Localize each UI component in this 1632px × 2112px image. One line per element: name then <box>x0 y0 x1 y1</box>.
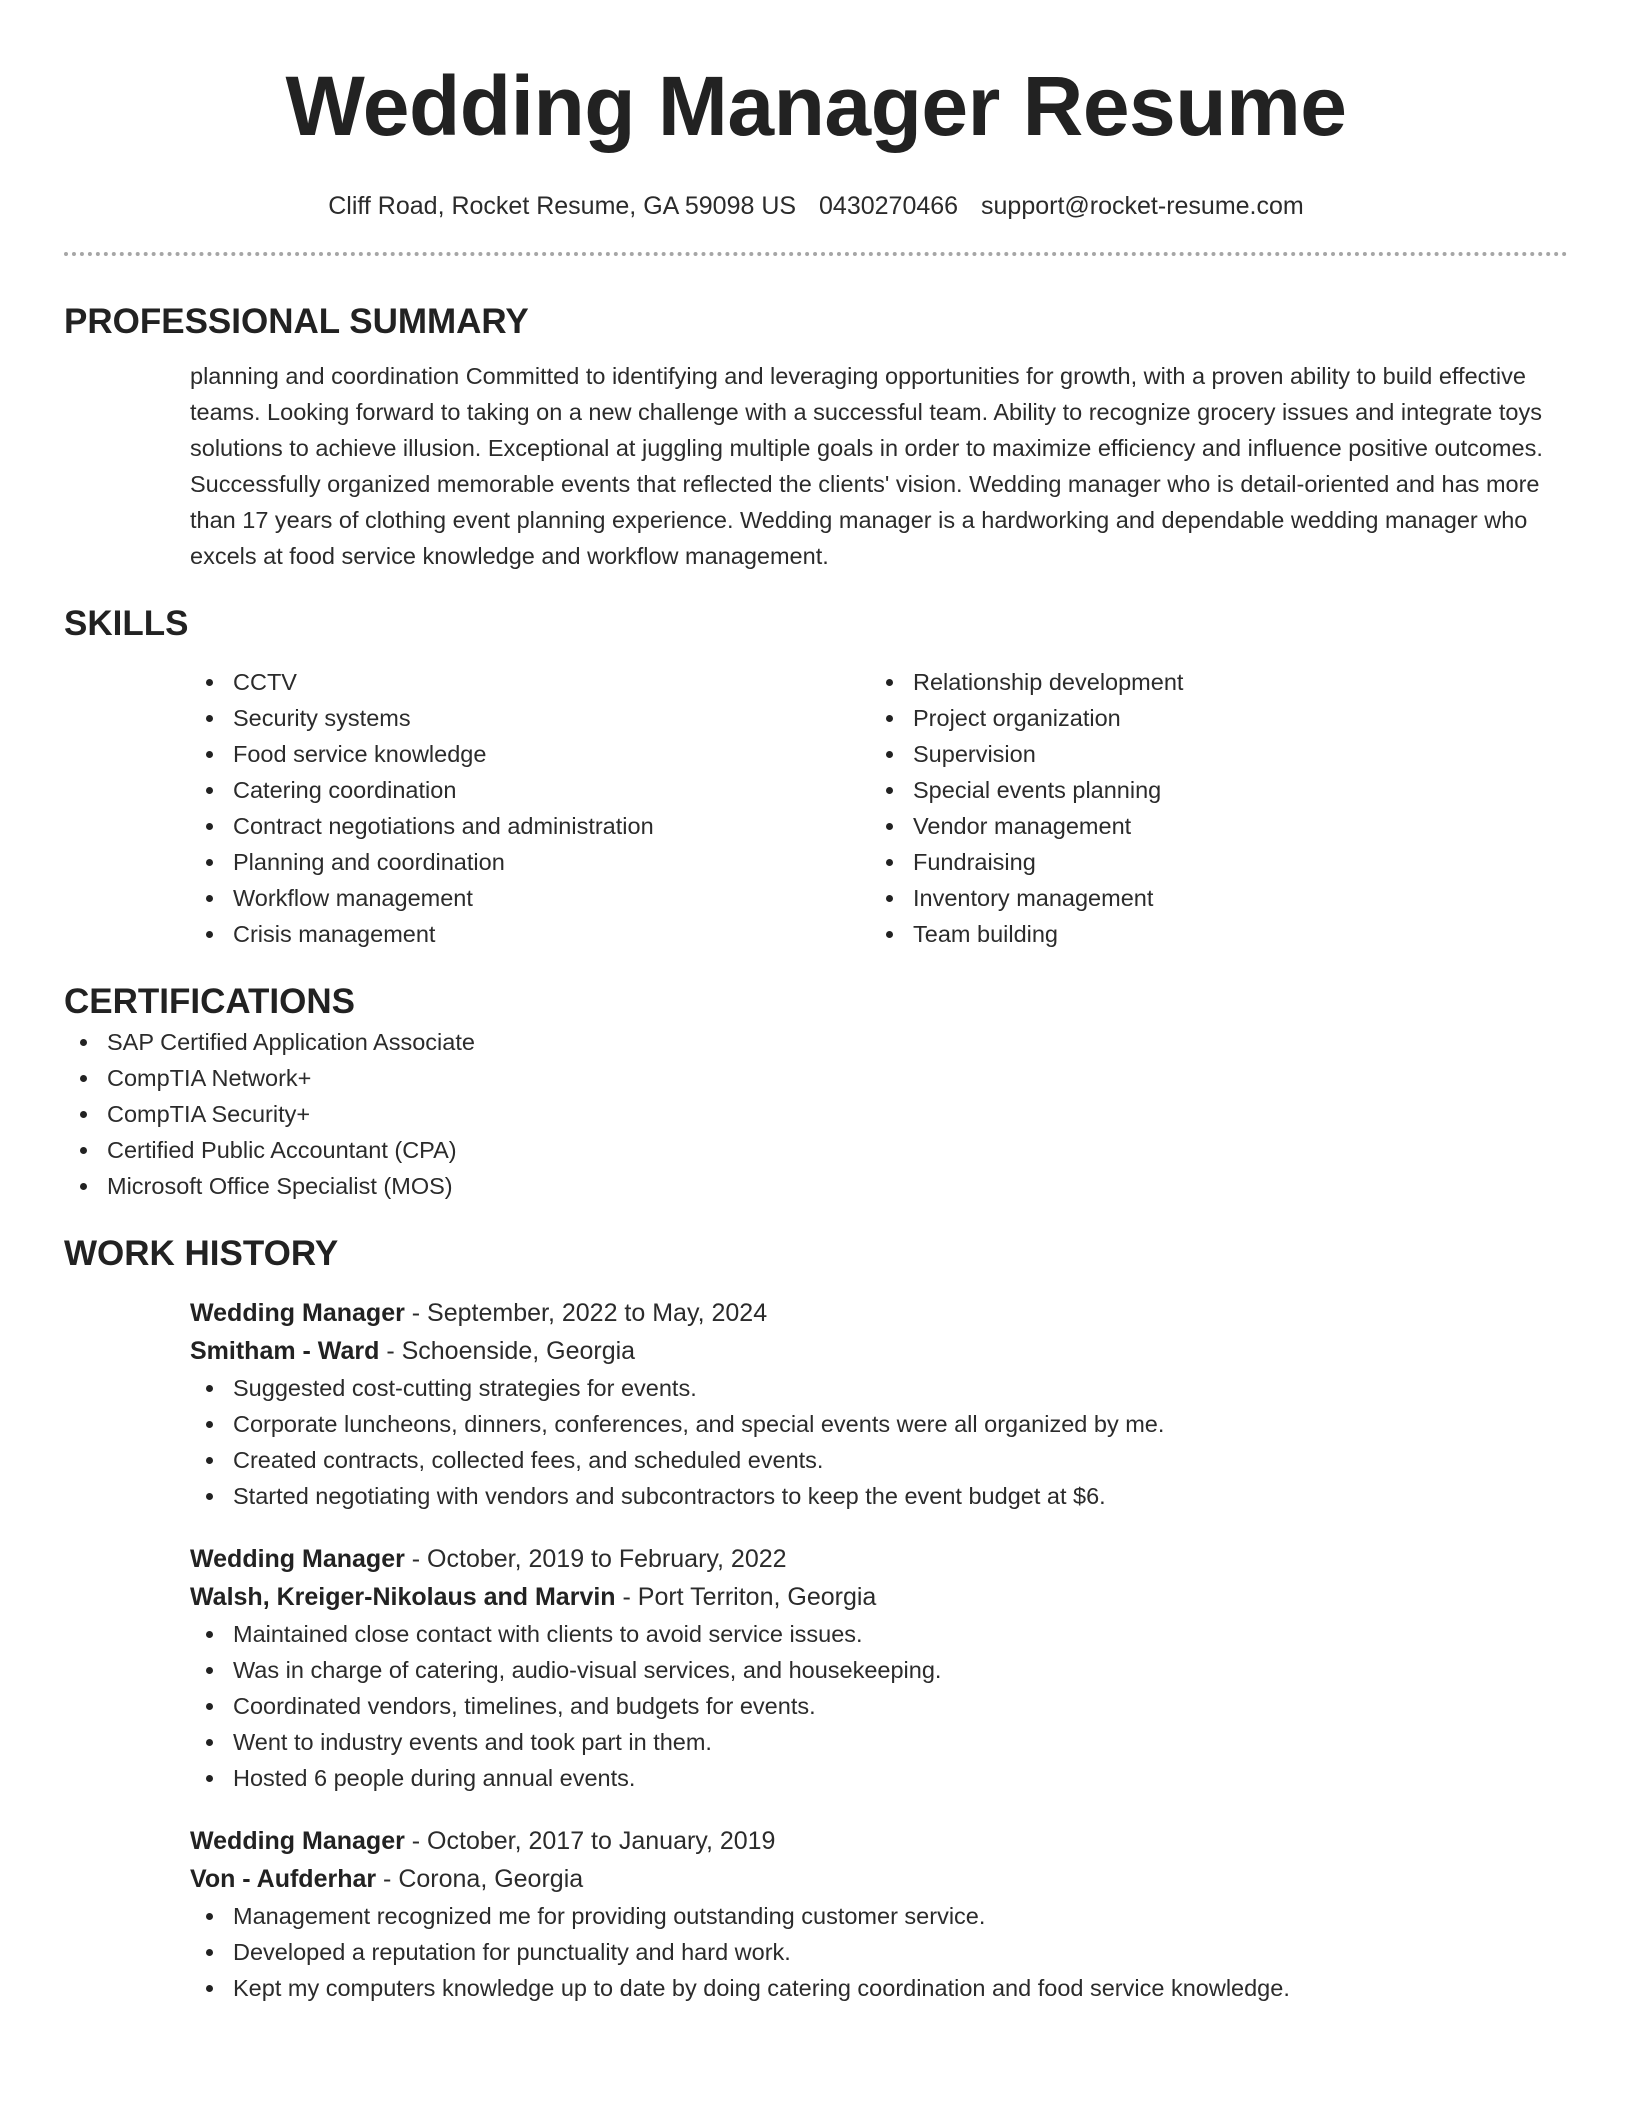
job-location: - Port Territon, Georgia <box>615 1583 877 1611</box>
job-bullet: Created contracts, collected fees, and scheduled events. <box>190 1442 1568 1478</box>
skill-item: Security systems <box>190 700 870 736</box>
job-bullet: Started negotiating with vendors and subcontractors to keep the event budget at $6. <box>190 1478 1568 1514</box>
job-title-line <box>190 1294 1568 1332</box>
certifications-heading: CERTIFICATIONS <box>64 982 356 1021</box>
summary-section <box>64 300 1568 574</box>
job-bullet: Management recognized me for providing outstanding customer service. <box>190 1898 1568 1934</box>
certification-item: Microsoft Office Specialist (MOS) <box>64 1168 1568 1204</box>
job-company-line <box>190 1332 1568 1370</box>
job-location: - Corona, Georgia <box>376 1865 584 1893</box>
skills-columns <box>190 664 1568 952</box>
skill-item: Crisis management <box>190 916 870 952</box>
skill-item: Project organization <box>870 700 1550 736</box>
skill-item: Contract negotiations and administration <box>190 808 870 844</box>
job-title: Wedding Manager <box>190 1299 405 1327</box>
job-location: - Schoenside, Georgia <box>379 1337 636 1365</box>
job-dates: - October, 2017 to January, 2019 <box>404 1827 776 1855</box>
certification-item: SAP Certified Application Associate <box>64 1024 1568 1060</box>
job-bullets <box>190 1370 1568 1514</box>
job-bullet: Went to industry events and took part in them. <box>190 1724 1568 1760</box>
certifications-section <box>64 980 1568 1204</box>
job-company: Walsh, Kreiger-Nikolaus and Marvin <box>190 1583 616 1611</box>
job-bullet: Hosted 6 people during annual events. <box>190 1760 1568 1796</box>
certifications-list <box>64 1024 1568 1204</box>
job-title-line <box>190 1822 1568 1860</box>
work-history-section <box>64 1232 1568 2006</box>
job-entry <box>190 1540 1568 1796</box>
job-bullet: Was in charge of catering, audio-visual services, and housekeeping. <box>190 1652 1568 1688</box>
job-entry <box>190 1294 1568 1514</box>
skill-item: Special events planning <box>870 772 1550 808</box>
job-bullet: Suggested cost-cutting strategies for events. <box>190 1370 1568 1406</box>
job-bullet: Maintained close contact with clients to avoid service issues. <box>190 1616 1568 1652</box>
skills-section <box>64 602 1568 952</box>
job-bullets <box>190 1898 1568 2006</box>
job-dates: - October, 2019 to February, 2022 <box>404 1545 787 1573</box>
skill-item: Planning and coordination <box>190 844 870 880</box>
job-bullet: Developed a reputation for punctuality and hard work. <box>190 1934 1568 1970</box>
skill-item: Workflow management <box>190 880 870 916</box>
contact-email: support@rocket-resume.com <box>981 192 1304 220</box>
skill-item: Team building <box>870 916 1550 952</box>
skills-list-left <box>190 664 870 952</box>
work-history-heading: WORK HISTORY <box>64 1234 339 1273</box>
job-company: Von - Aufderhar <box>190 1865 377 1893</box>
skill-item: Inventory management <box>870 880 1550 916</box>
job-title: Wedding Manager <box>190 1545 405 1573</box>
certification-item: CompTIA Security+ <box>64 1096 1568 1132</box>
certification-item: Certified Public Accountant (CPA) <box>64 1132 1568 1168</box>
contact-phone: 0430270466 <box>819 192 959 220</box>
skill-item: Vendor management <box>870 808 1550 844</box>
skill-item: Catering coordination <box>190 772 870 808</box>
summary-text: planning and coordination Committed to identifying and leveraging opportunities for growth, with a proven ability to build effective teams. Looking forward to taking on a new challenge with a successful team. Ability to recognize grocery issues and integrate toys solutions to achieve illusion. Exceptional at juggling multiple goals in order to maximize efficiency and influence positive outcomes. Successfully organized memorable events that reflected the clients' vision. Wedding manager who is detail-oriented and has more than 17 years of clothing event planning experience. Wedding manager is a hardworking and dependable wedding manager who excels at food service knowledge and workflow management. <box>190 363 1543 569</box>
skill-item: Relationship development <box>870 664 1550 700</box>
summary-heading: PROFESSIONAL SUMMARY <box>64 302 529 341</box>
skills-list-right <box>870 664 1550 952</box>
job-company-line <box>190 1578 1568 1616</box>
job-bullet: Kept my computers knowledge up to date by doing catering coordination and food service knowledge. <box>190 1970 1568 2006</box>
job-company-line <box>190 1860 1568 1898</box>
skills-heading: SKILLS <box>64 604 189 643</box>
job-title: Wedding Manager <box>190 1827 405 1855</box>
skill-item: Fundraising <box>870 844 1550 880</box>
resume-title: Wedding Manager Resume <box>285 59 1347 153</box>
job-bullet: Corporate luncheons, dinners, conferences, and special events were all organized by me. <box>190 1406 1568 1442</box>
header-divider <box>64 252 1568 256</box>
skill-item: Food service knowledge <box>190 736 870 772</box>
certification-item: CompTIA Network+ <box>64 1060 1568 1096</box>
skill-item: Supervision <box>870 736 1550 772</box>
job-entry <box>190 1822 1568 2006</box>
contact-line <box>64 190 1568 222</box>
job-bullet: Coordinated vendors, timelines, and budgets for events. <box>190 1688 1568 1724</box>
skill-item: CCTV <box>190 664 870 700</box>
job-title-line <box>190 1540 1568 1578</box>
contact-address: Cliff Road, Rocket Resume, GA 59098 US <box>328 192 797 220</box>
job-bullets <box>190 1616 1568 1796</box>
job-company: Smitham - Ward <box>190 1337 380 1365</box>
job-dates: - September, 2022 to May, 2024 <box>404 1299 768 1327</box>
